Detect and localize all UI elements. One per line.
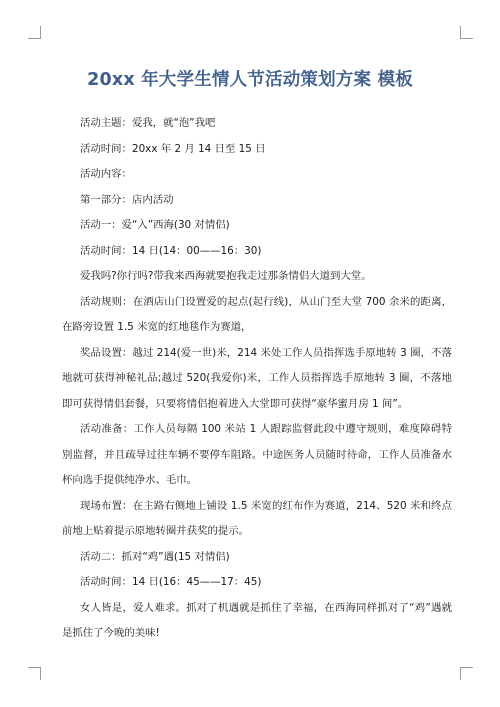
paragraph-activity-rules: 活动规则：在酒店山门设置爱的起点(起行线)，从山门至大堂 700 余米的距离，在路旁设置 1.5 米宽的红地毯作为赛道， xyxy=(62,295,452,333)
paragraph-part-one: 第一部分：店内活动 xyxy=(80,193,174,206)
crop-mark-bottom-right xyxy=(460,667,473,680)
paragraph-activity-two-intro: 女人皆是，爱人难求。抓对了机遇就是抓住了幸福，在西海同样抓对了“鸡”遇就是抓住了今晚的美味! xyxy=(62,601,452,639)
document-body xyxy=(62,111,452,647)
paragraph-event-time: 活动时间：20xx 年 2 月 14 日至 15 日 xyxy=(80,142,266,155)
paragraph-activity-two-time: 活动时间：14 日(16：45——17：45) xyxy=(80,576,262,588)
paragraph-activity-two: 活动二：抓对“鸡”遇(15 对情侣) xyxy=(80,550,230,563)
paragraph-prizes: 奖品设置：越过 214(爱一世)米，214 米处工作人员指挥选手原地转 3 圈，不落地就可获得神秘礼品;越过 520(我爱你)米，工作人员指挥选手原地转 3 圈，不落地即可获得情侣套餐，只要将情侣抱着进入大堂即可获得“豪华蜜月房 1 间”。 xyxy=(62,346,452,410)
crop-mark-top-right xyxy=(460,26,473,39)
crop-mark-top-left xyxy=(28,26,41,39)
crop-mark-bottom-left xyxy=(28,667,41,680)
paragraph-activity-one: 活动一：爱“入”西海(30 对情侣) xyxy=(80,219,230,231)
paragraph-activity-one-intro: 爱我吗?你行吗?带我来西海就要抱我走过那条情侣大道到大堂。 xyxy=(80,270,372,282)
paragraph-activity-one-time: 活动时间：14 日(14：00——16：30) xyxy=(80,244,262,257)
paragraph-content-heading: 活动内容： xyxy=(80,168,132,180)
document-title: 20xx 年大学生情人节活动策划方案 模板 xyxy=(87,70,413,90)
paragraph-site-setup: 现场布置：在主路右侧地上铺设 1.5 米宽的红布作为赛道，214、520 米和终点前地上贴着提示原地转圈并获奖的提示。 xyxy=(62,499,452,537)
paragraph-preparation: 活动准备：工作人员每隔 100 米站 1 人跟踪监督此段中遵守规则，难度障碍特别监督，并且疏导过往车辆不要停车阻路。中途医务人员随时待命，工作人员准备水杯向选手提供纯净水、毛巾。 xyxy=(62,423,452,486)
paragraph-theme: 活动主题：爱我，就“泡”我吧 xyxy=(80,117,216,129)
